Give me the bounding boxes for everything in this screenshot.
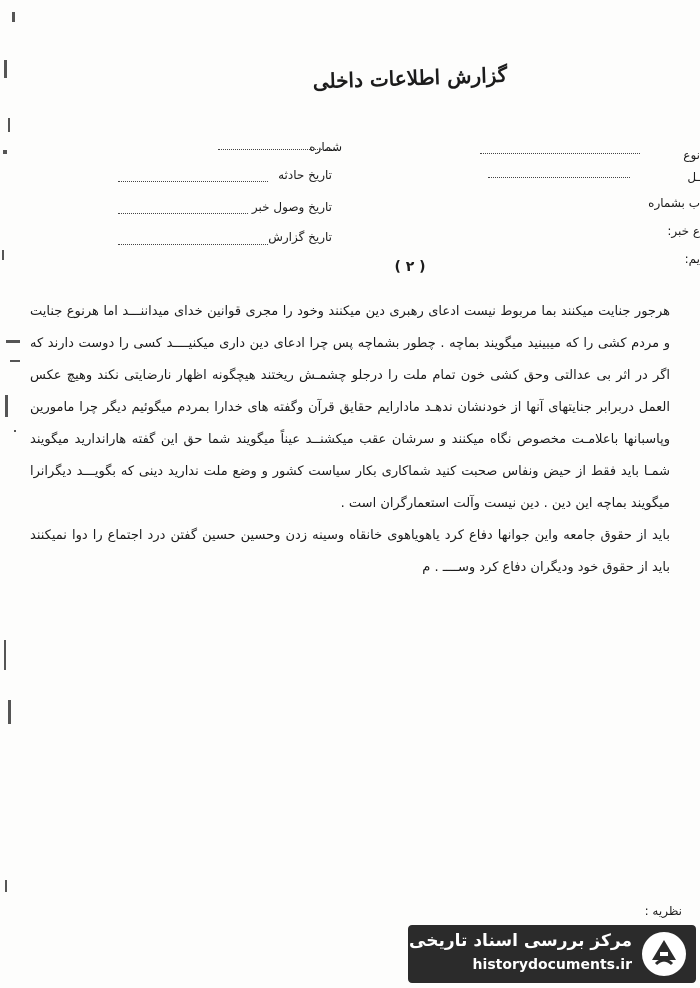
field-incident-date-label: تاریخ حادثه (278, 168, 332, 182)
field-report-date-line (118, 243, 268, 245)
field-received-date-line (118, 212, 248, 214)
report-paragraph: هرجور جنایت میکنند بما مربوط نیست ادعای رهبری دین میکنند وخود را مجری قوانین خدای میداننـــد اما هرنوع جنایت و مردم کشی را که میبینید میگویند بماچه . چطور بشماچه پس چرا ادعای دین داری میکنیــــد کسی را دوست دارند که اگر در اثر بی عدالتی وحق کشی خون تمام ملت را درجلو چشمـش ریختند هیچگونه اظهار نارضایتی نکند وهیچ عکس العمل دربرابر جنایتهای آنها از خودنشان ندهـد مادارایم حقایق قرآن وگفته های خدارا بمردم میگوئیم دیگر چرا مامورین وپاسبانها باعلامـت مخصوص نگاه میکنند و سرشان عقب میکشنــد عیناً میگویند شما حق این گفته هاراندارید میگویند شمـا باید فقط از حیض ونفاس صحبت کنید شماکاری بکار سیاست کشور و وضع ملت ندارید دینی که بگویـــد دیگرانرا میگویند بماچه این دین . دین نیست وآلت استعمارگران است . (30, 304, 670, 511)
field-number-line (218, 148, 338, 150)
field-type-line (480, 152, 640, 154)
watermark-logo (408, 925, 696, 983)
watermark-url: historydocuments.ir (472, 957, 632, 973)
field-news-source-label: ع خبر: (667, 224, 700, 238)
field-report-date-label: تاریخ گزارش (268, 230, 332, 244)
field-incident-date-line (118, 180, 268, 182)
field-received-date-label: تاریخ وصول خبر (251, 200, 332, 214)
field-location-label: ـل (687, 170, 700, 184)
page-number: ( ۲ ) (394, 259, 426, 275)
field-ref-number-label: ب بشماره (648, 196, 700, 210)
report-paragraph: باید از حقوق جامعه واین جوانها دفاع کرد یاهویاهوی خانقاه وسینه زدن وحسین حسین گفتن درد اجتماع را دوا نمیکنند باید از حقوق خود ودیگران دفاع کرد وســــ . م (30, 528, 670, 575)
field-attachment-label: یم: (684, 252, 700, 266)
field-number-label: شماره (309, 140, 342, 154)
opinion-label: نظریه : (644, 904, 682, 918)
watermark-org-name: مرکز بررسی اسناد تاریخی (409, 931, 632, 951)
field-type-label: نوع (683, 148, 700, 162)
report-body (30, 296, 670, 584)
document-emblem-icon (640, 930, 688, 978)
document-title: گزارش اطلاعات داخلی (312, 62, 508, 94)
field-location-line (488, 176, 630, 178)
